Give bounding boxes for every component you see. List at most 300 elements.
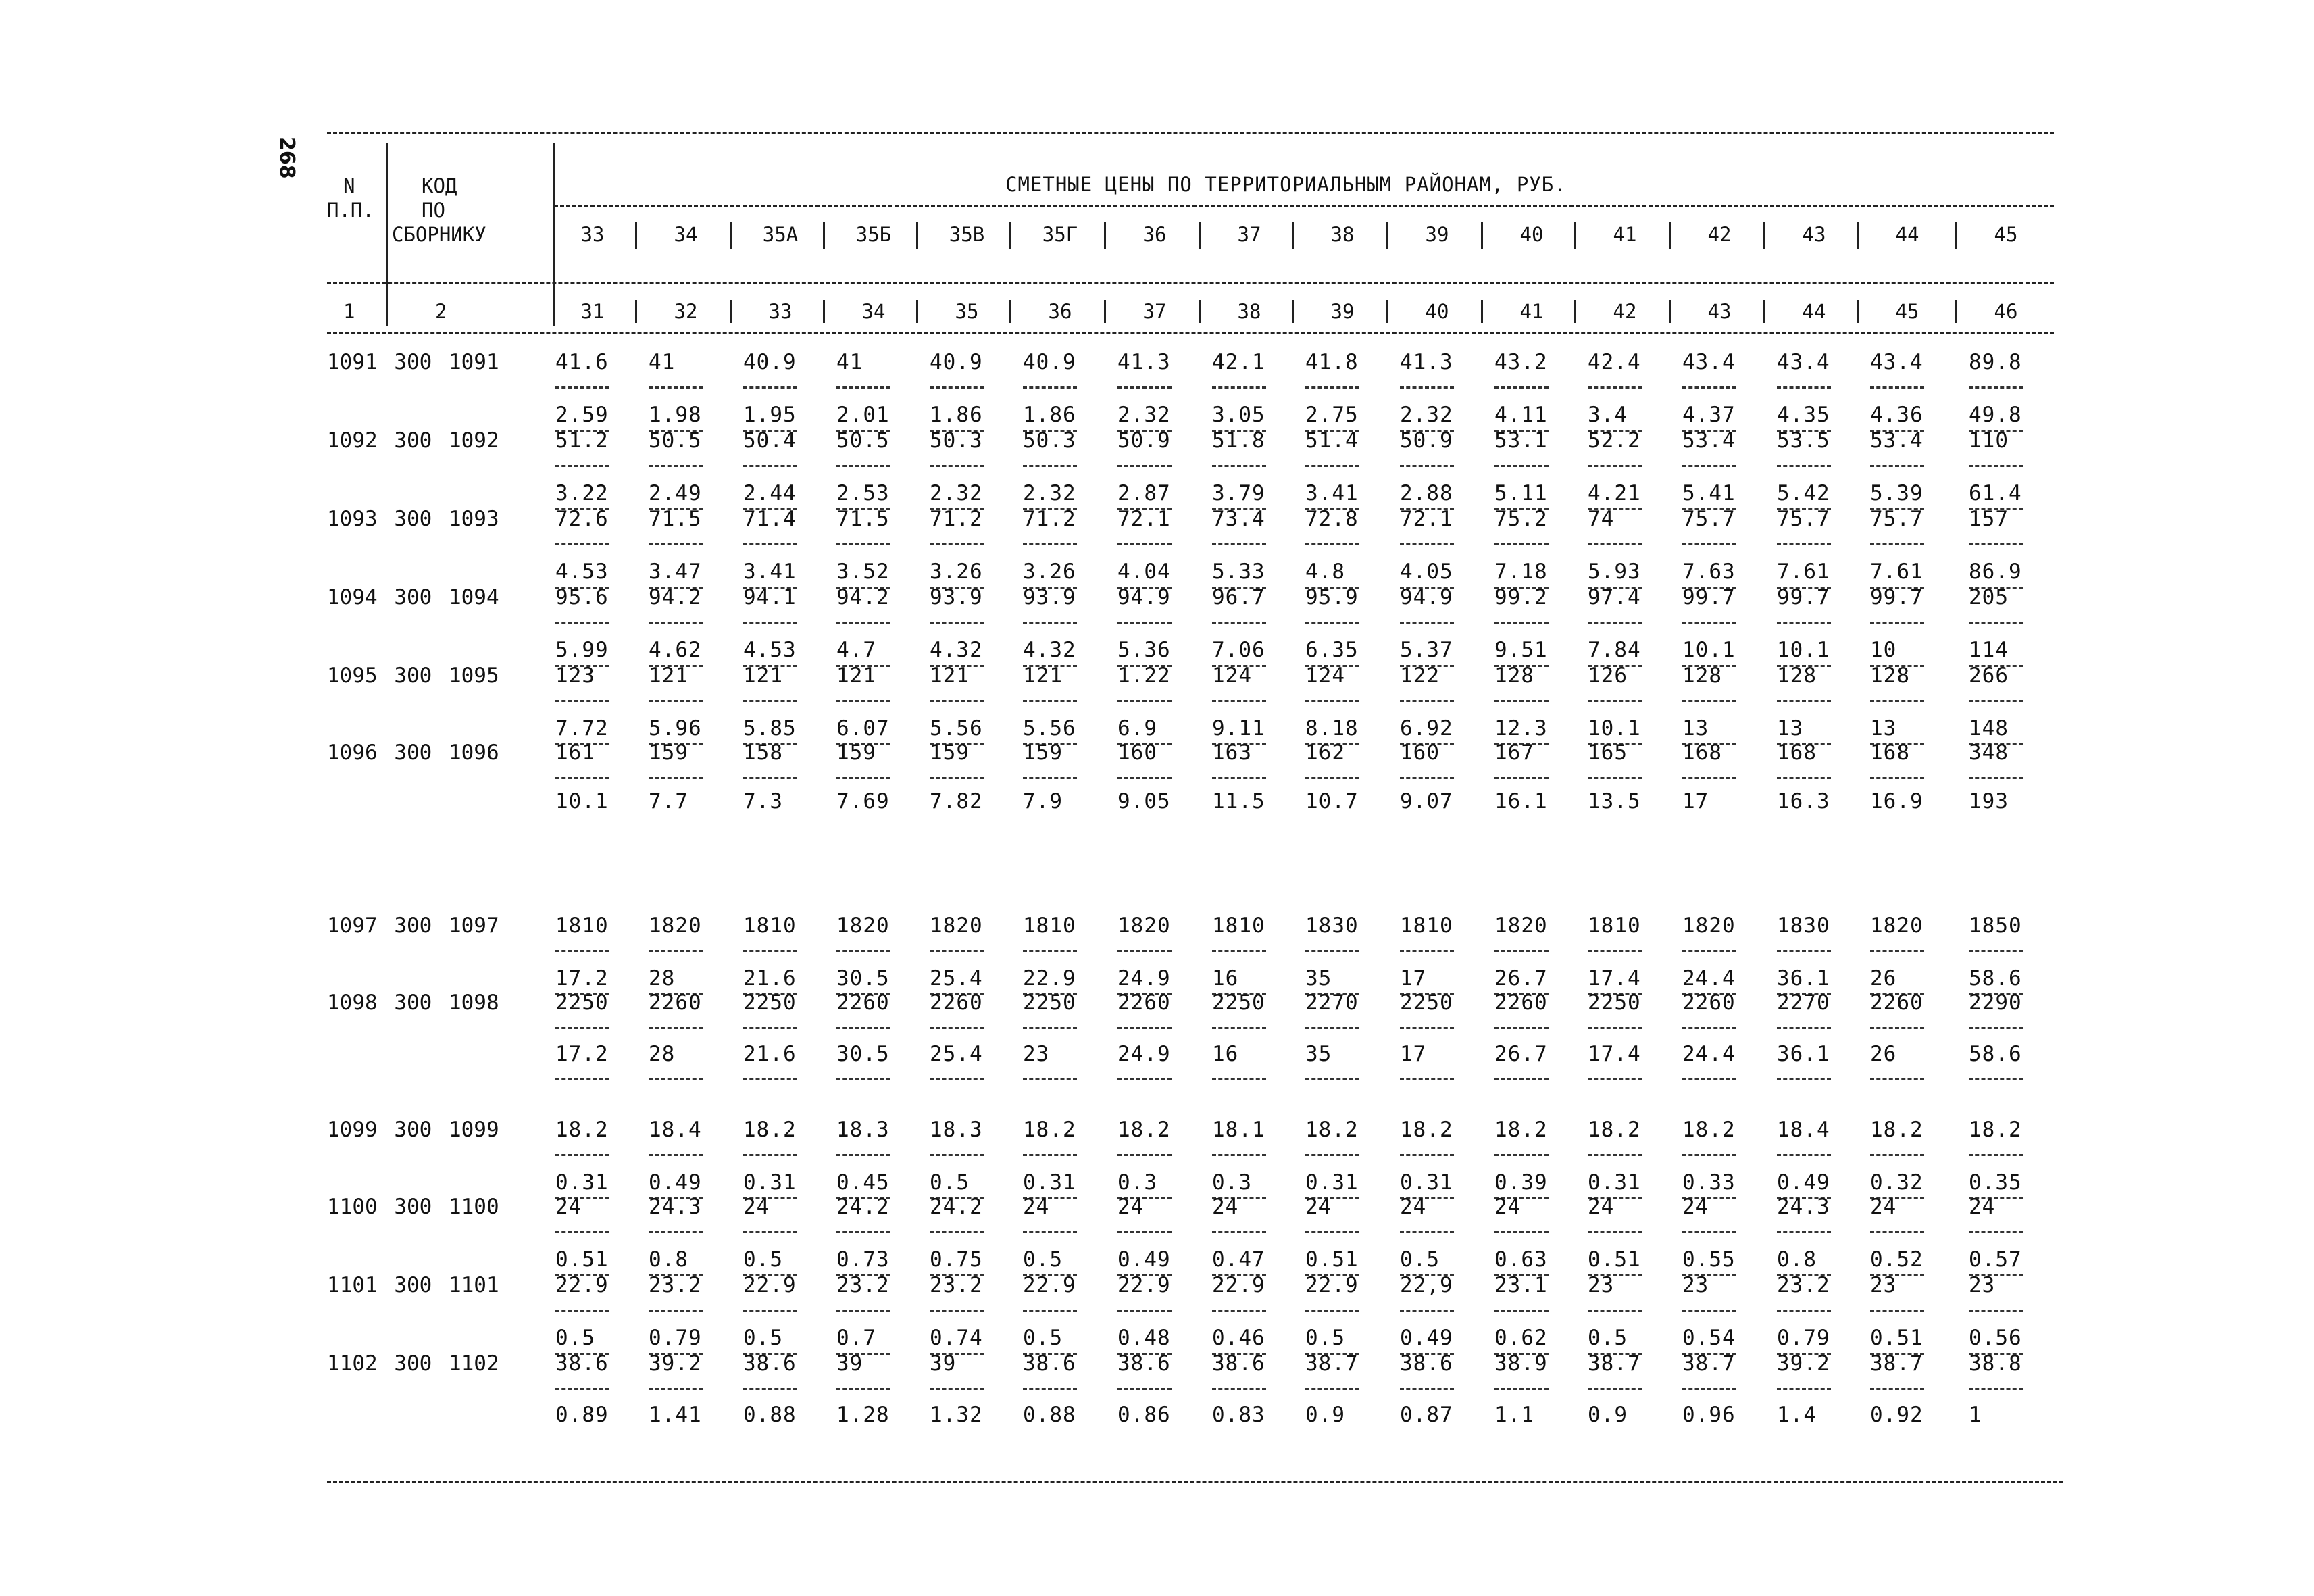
price-cell: 30.5 bbox=[836, 966, 890, 991]
fraction-bar bbox=[836, 622, 890, 624]
price-cell: 0.33 bbox=[1682, 1170, 1736, 1195]
price-cell: 2.32 bbox=[1117, 403, 1171, 427]
price-cell: 43.4 bbox=[1870, 350, 1923, 374]
price-cell: 17.2 bbox=[555, 966, 609, 991]
header-divider bbox=[730, 222, 732, 249]
fraction-bar bbox=[1400, 1231, 1454, 1233]
price-cell: 94.2 bbox=[649, 585, 702, 609]
price-cell: 7.3 bbox=[743, 789, 783, 814]
price-cell: 2.49 bbox=[649, 481, 702, 505]
page-number: 268 bbox=[275, 136, 299, 179]
price-cell: 10.1 bbox=[1682, 638, 1736, 662]
price-cell: 5.41 bbox=[1682, 481, 1736, 505]
price-cell: 0.92 bbox=[1870, 1403, 1923, 1427]
price-cell: 114 bbox=[1969, 638, 2009, 662]
price-cell: 97.4 bbox=[1588, 585, 1641, 609]
fraction-bar bbox=[1870, 950, 1924, 952]
price-cell: 40.9 bbox=[1023, 350, 1076, 374]
fraction-bar bbox=[649, 777, 703, 779]
fraction-bar bbox=[1777, 1231, 1831, 1233]
fraction-bar bbox=[1777, 1310, 1831, 1312]
price-cell: 75.7 bbox=[1777, 507, 1830, 531]
price-cell: 95.6 bbox=[555, 585, 609, 609]
price-cell: 0.96 bbox=[1682, 1403, 1736, 1427]
price-cell: 0.57 bbox=[1969, 1247, 2022, 1272]
price-cell: 7.7 bbox=[649, 789, 688, 814]
fraction-bar bbox=[1682, 622, 1736, 624]
price-cell: 26 bbox=[1870, 1042, 1897, 1066]
fraction-bar bbox=[1969, 1388, 2023, 1390]
price-cell: 7.72 bbox=[555, 716, 609, 741]
price-cell: 8.18 bbox=[1305, 716, 1359, 741]
fraction-bar bbox=[1117, 386, 1172, 389]
fraction-bar bbox=[555, 1027, 609, 1029]
price-cell: 3.4 bbox=[1588, 403, 1628, 427]
fraction-bar bbox=[1777, 1078, 1831, 1080]
fraction-bar bbox=[1588, 386, 1642, 389]
price-cell: 58.6 bbox=[1969, 966, 2022, 991]
price-cell: 0.49 bbox=[1777, 1170, 1830, 1195]
price-cell: 0.79 bbox=[649, 1326, 702, 1350]
price-cell: 38.6 bbox=[1400, 1351, 1453, 1376]
fraction-bar bbox=[1117, 1078, 1172, 1080]
price-cell: 50.5 bbox=[836, 428, 890, 453]
price-cell: 128 bbox=[1682, 664, 1722, 688]
row-code-label: 1101 300 1101 bbox=[327, 1273, 499, 1297]
column-number: 43 bbox=[1707, 300, 1732, 323]
price-cell: 38.6 bbox=[555, 1351, 609, 1376]
price-cell: 0.31 bbox=[1023, 1170, 1076, 1195]
district-label: 43 bbox=[1802, 223, 1826, 246]
price-cell: 0.51 bbox=[1305, 1247, 1359, 1272]
price-cell: 0.79 bbox=[1777, 1326, 1830, 1350]
price-cell: 6.9 bbox=[1117, 716, 1157, 741]
price-cell: 53.1 bbox=[1494, 428, 1548, 453]
price-cell: 1.95 bbox=[743, 403, 797, 427]
header-divider bbox=[1481, 222, 1483, 249]
fraction-bar bbox=[1023, 1388, 1077, 1390]
fraction-bar bbox=[1969, 465, 2023, 467]
price-cell: 157 bbox=[1969, 507, 2009, 531]
fraction-bar bbox=[1588, 1154, 1642, 1156]
price-cell: 3.79 bbox=[1212, 481, 1265, 505]
fraction-bar bbox=[555, 777, 609, 779]
price-cell: 148 bbox=[1969, 716, 2009, 741]
title-underline-rule bbox=[554, 205, 2054, 207]
price-cell: 4.37 bbox=[1682, 403, 1736, 427]
fraction-bar bbox=[743, 700, 797, 702]
header-divider bbox=[1857, 222, 1859, 249]
price-cell: 4.7 bbox=[836, 638, 876, 662]
price-cell: 6.35 bbox=[1305, 638, 1359, 662]
price-cell: 24.3 bbox=[1777, 1195, 1830, 1219]
fraction-bar bbox=[1305, 465, 1359, 467]
price-cell: 0.75 bbox=[930, 1247, 983, 1272]
price-cell: 58.6 bbox=[1969, 1042, 2022, 1066]
price-cell: 23 bbox=[1588, 1273, 1615, 1297]
header-divider bbox=[1292, 300, 1294, 323]
fraction-bar bbox=[1494, 1231, 1549, 1233]
price-cell: 3.22 bbox=[555, 481, 609, 505]
price-cell: 40.9 bbox=[743, 350, 797, 374]
price-cell: 24.4 bbox=[1682, 966, 1736, 991]
fraction-bar bbox=[1305, 1231, 1359, 1233]
price-cell: 24 bbox=[1023, 1195, 1050, 1219]
fraction-bar bbox=[1870, 777, 1924, 779]
price-cell: 50.9 bbox=[1400, 428, 1453, 453]
header-divider bbox=[1292, 222, 1294, 249]
price-cell: 0.31 bbox=[555, 1170, 609, 1195]
price-cell: 51.2 bbox=[555, 428, 609, 453]
price-cell: 96.7 bbox=[1212, 585, 1265, 609]
fraction-bar bbox=[1117, 1154, 1172, 1156]
price-cell: 0.8 bbox=[1777, 1247, 1817, 1272]
column-number: 40 bbox=[1425, 300, 1449, 323]
price-cell: 50.5 bbox=[649, 428, 702, 453]
fraction-bar bbox=[1400, 700, 1454, 702]
price-cell: 17 bbox=[1400, 1042, 1427, 1066]
price-cell: 2250 bbox=[743, 991, 797, 1015]
price-cell: 0.7 bbox=[836, 1326, 876, 1350]
header-n-sub: П.П. bbox=[327, 199, 374, 222]
price-cell: 23 bbox=[1682, 1273, 1709, 1297]
price-cell: 7.18 bbox=[1494, 559, 1548, 584]
price-cell: 18.4 bbox=[649, 1118, 702, 1142]
price-cell: 23.2 bbox=[649, 1273, 702, 1297]
price-cell: 9.05 bbox=[1117, 789, 1171, 814]
price-cell: 10.1 bbox=[1588, 716, 1641, 741]
price-cell: 0.49 bbox=[1117, 1247, 1171, 1272]
price-cell: 9.11 bbox=[1212, 716, 1265, 741]
price-cell: 24 bbox=[1588, 1195, 1615, 1219]
price-cell: 2.32 bbox=[930, 481, 983, 505]
price-cell: 2.59 bbox=[555, 403, 609, 427]
row-code-label: 1091 300 1091 bbox=[327, 350, 499, 374]
price-cell: 28 bbox=[649, 1042, 676, 1066]
fraction-bar bbox=[1305, 1078, 1359, 1080]
price-cell: 4.04 bbox=[1117, 559, 1171, 584]
price-cell: 53.4 bbox=[1682, 428, 1736, 453]
price-cell: 0.5 bbox=[743, 1247, 783, 1272]
price-cell: 4.32 bbox=[1023, 638, 1076, 662]
fraction-bar bbox=[1023, 1310, 1077, 1312]
table-title: СМЕТНЫЕ ЦЕНЫ ПО ТЕРРИТОРИАЛЬНЫМ РАЙОНАМ, РУБ. bbox=[1005, 173, 1567, 196]
price-cell: 11.5 bbox=[1212, 789, 1265, 814]
price-cell: 0.5 bbox=[1588, 1326, 1628, 1350]
price-cell: 1810 bbox=[743, 914, 797, 938]
price-cell: 10.7 bbox=[1305, 789, 1359, 814]
fraction-bar bbox=[1969, 1027, 2023, 1029]
price-cell: 38.7 bbox=[1870, 1351, 1923, 1376]
fraction-bar bbox=[555, 1231, 609, 1233]
price-cell: 16.1 bbox=[1494, 789, 1548, 814]
fraction-bar bbox=[1305, 1154, 1359, 1156]
district-label: 45 bbox=[1994, 223, 2018, 246]
column-number: 41 bbox=[1519, 300, 1544, 323]
price-cell: 5.37 bbox=[1400, 638, 1453, 662]
fraction-bar bbox=[743, 1388, 797, 1390]
fraction-bar bbox=[1870, 622, 1924, 624]
fraction-bar bbox=[930, 950, 984, 952]
fraction-bar bbox=[743, 1078, 797, 1080]
fraction-bar bbox=[930, 1231, 984, 1233]
price-cell: 38.6 bbox=[1117, 1351, 1171, 1376]
price-cell: 0.3 bbox=[1117, 1170, 1157, 1195]
price-cell: 2.75 bbox=[1305, 403, 1359, 427]
fraction-bar bbox=[1588, 777, 1642, 779]
fraction-bar bbox=[1212, 950, 1266, 952]
fraction-bar bbox=[836, 1154, 890, 1156]
fraction-bar bbox=[1212, 622, 1266, 624]
fraction-bar bbox=[1023, 622, 1077, 624]
price-cell: 168 bbox=[1870, 741, 1910, 765]
fraction-bar bbox=[1494, 386, 1549, 389]
price-cell: 24.2 bbox=[930, 1195, 983, 1219]
price-cell: 160 bbox=[1400, 741, 1440, 765]
price-cell: 38.6 bbox=[743, 1351, 797, 1376]
fraction-bar bbox=[1400, 622, 1454, 624]
fraction-bar bbox=[836, 543, 890, 545]
price-cell: 18.2 bbox=[1494, 1118, 1548, 1142]
price-cell: 23 bbox=[1870, 1273, 1897, 1297]
price-cell: 1.41 bbox=[649, 1403, 702, 1427]
price-cell: 5.11 bbox=[1494, 481, 1548, 505]
price-cell: 72.1 bbox=[1400, 507, 1453, 531]
fraction-bar bbox=[1023, 543, 1077, 545]
price-cell: 1.28 bbox=[836, 1403, 890, 1427]
price-cell: 17 bbox=[1682, 789, 1709, 814]
fraction-bar bbox=[1777, 950, 1831, 952]
fraction-bar bbox=[1212, 1027, 1266, 1029]
price-cell: 71.5 bbox=[836, 507, 890, 531]
price-cell: 24 bbox=[1117, 1195, 1145, 1219]
price-cell: 26 bbox=[1870, 966, 1897, 991]
price-cell: 24.2 bbox=[836, 1195, 890, 1219]
price-cell: 1.98 bbox=[649, 403, 702, 427]
price-cell: 18.3 bbox=[930, 1118, 983, 1142]
district-label: 38 bbox=[1330, 223, 1355, 246]
fraction-bar bbox=[1023, 1231, 1077, 1233]
price-cell: 2.87 bbox=[1117, 481, 1171, 505]
price-cell: 41.3 bbox=[1117, 350, 1171, 374]
price-cell: 193 bbox=[1969, 789, 2009, 814]
price-cell: 22.9 bbox=[1023, 1273, 1076, 1297]
price-cell: 13 bbox=[1777, 716, 1804, 741]
column-number: 38 bbox=[1237, 300, 1261, 323]
price-cell: 1.4 bbox=[1777, 1403, 1817, 1427]
price-cell: 2.44 bbox=[743, 481, 797, 505]
price-cell: 1 bbox=[1969, 1403, 1982, 1427]
price-cell: 23 bbox=[1023, 1042, 1050, 1066]
price-cell: 1810 bbox=[1588, 914, 1641, 938]
price-cell: 16 bbox=[1212, 1042, 1239, 1066]
price-cell: 0.83 bbox=[1212, 1403, 1265, 1427]
fraction-bar bbox=[1588, 950, 1642, 952]
price-cell: 5.39 bbox=[1870, 481, 1923, 505]
price-cell: 21.6 bbox=[743, 966, 797, 991]
fraction-bar bbox=[1777, 465, 1831, 467]
price-cell: 0.35 bbox=[1969, 1170, 2022, 1195]
fraction-bar bbox=[930, 777, 984, 779]
fraction-bar bbox=[1870, 1388, 1924, 1390]
header-divider bbox=[1199, 222, 1201, 249]
price-cell: 4.35 bbox=[1777, 403, 1830, 427]
district-label: 37 bbox=[1237, 223, 1261, 246]
price-cell: 2260 bbox=[930, 991, 983, 1015]
price-cell: 50.4 bbox=[743, 428, 797, 453]
fraction-bar bbox=[1870, 700, 1924, 702]
fraction-bar bbox=[930, 1078, 984, 1080]
fraction-bar bbox=[1400, 1388, 1454, 1390]
price-cell: 0.32 bbox=[1870, 1170, 1923, 1195]
price-cell: 123 bbox=[555, 664, 595, 688]
fraction-bar bbox=[1494, 1154, 1549, 1156]
fraction-bar bbox=[1494, 1388, 1549, 1390]
header-code-sub1: ПО bbox=[422, 199, 445, 222]
price-cell: 9.51 bbox=[1494, 638, 1548, 662]
price-cell: 18.1 bbox=[1212, 1118, 1265, 1142]
fraction-bar bbox=[1682, 1078, 1736, 1080]
row-code-label: 1097 300 1097 bbox=[327, 914, 499, 938]
fraction-bar bbox=[1212, 777, 1266, 779]
fraction-bar bbox=[930, 1310, 984, 1312]
price-cell: 2250 bbox=[1400, 991, 1453, 1015]
header-divider-n bbox=[386, 143, 388, 326]
price-cell: 72.8 bbox=[1305, 507, 1359, 531]
price-cell: 5.99 bbox=[555, 638, 609, 662]
price-cell: 35 bbox=[1305, 966, 1332, 991]
price-cell: 72.6 bbox=[555, 507, 609, 531]
column-number: 37 bbox=[1142, 300, 1167, 323]
header-divider bbox=[1481, 300, 1483, 323]
price-cell: 38.7 bbox=[1682, 1351, 1736, 1376]
price-cell: 161 bbox=[555, 741, 595, 765]
price-cell: 36.1 bbox=[1777, 966, 1830, 991]
price-cell: 24 bbox=[1400, 1195, 1427, 1219]
price-cell: 18.2 bbox=[743, 1118, 797, 1142]
price-cell: 43.2 bbox=[1494, 350, 1548, 374]
price-cell: 110 bbox=[1969, 428, 2009, 453]
fraction-bar bbox=[1117, 1388, 1172, 1390]
header-divider bbox=[1669, 300, 1671, 323]
price-cell: 159 bbox=[649, 741, 688, 765]
price-cell: 0.5 bbox=[555, 1326, 595, 1350]
price-cell: 158 bbox=[743, 741, 783, 765]
fraction-bar bbox=[1870, 1310, 1924, 1312]
price-cell: 1820 bbox=[930, 914, 983, 938]
fraction-bar bbox=[930, 700, 984, 702]
fraction-bar bbox=[555, 465, 609, 467]
price-cell: 24.9 bbox=[1117, 1042, 1171, 1066]
fraction-bar bbox=[1494, 543, 1549, 545]
price-cell: 5.42 bbox=[1777, 481, 1830, 505]
fraction-bar bbox=[1400, 1154, 1454, 1156]
price-cell: 23.2 bbox=[836, 1273, 890, 1297]
header-n: N bbox=[343, 174, 355, 197]
price-cell: 22.9 bbox=[1023, 966, 1076, 991]
price-cell: 1.1 bbox=[1494, 1403, 1534, 1427]
header-divider bbox=[1955, 300, 1957, 323]
header-divider bbox=[635, 222, 637, 249]
price-cell: 99.2 bbox=[1494, 585, 1548, 609]
fraction-bar bbox=[743, 465, 797, 467]
row-code-label: 1098 300 1098 bbox=[327, 991, 499, 1015]
fraction-bar bbox=[930, 1154, 984, 1156]
fraction-bar bbox=[1305, 700, 1359, 702]
row-code-label: 1093 300 1093 bbox=[327, 507, 499, 531]
price-cell: 42.1 bbox=[1212, 350, 1265, 374]
price-cell: 75.7 bbox=[1870, 507, 1923, 531]
price-cell: 205 bbox=[1969, 585, 2009, 609]
price-cell: 0.73 bbox=[836, 1247, 890, 1272]
price-cell: 0.86 bbox=[1117, 1403, 1171, 1427]
fraction-bar bbox=[1494, 700, 1549, 702]
price-cell: 3.41 bbox=[1305, 481, 1359, 505]
price-cell: 2250 bbox=[1023, 991, 1076, 1015]
price-cell: 94.9 bbox=[1117, 585, 1171, 609]
header-divider bbox=[1669, 222, 1671, 249]
column-number: 36 bbox=[1048, 300, 1072, 323]
price-cell: 26.7 bbox=[1494, 966, 1548, 991]
price-cell: 2260 bbox=[1494, 991, 1548, 1015]
fraction-bar bbox=[1969, 700, 2023, 702]
fraction-bar bbox=[1212, 1154, 1266, 1156]
top-rule bbox=[327, 132, 2054, 134]
price-cell: 4.32 bbox=[930, 638, 983, 662]
price-cell: 94.2 bbox=[836, 585, 890, 609]
price-cell: 5.85 bbox=[743, 716, 797, 741]
fraction-bar bbox=[1305, 622, 1359, 624]
price-cell: 16 bbox=[1212, 966, 1239, 991]
price-cell: 51.4 bbox=[1305, 428, 1359, 453]
fraction-bar bbox=[649, 1154, 703, 1156]
price-cell: 0.56 bbox=[1969, 1326, 2022, 1350]
fraction-bar bbox=[743, 950, 797, 952]
price-cell: 38.6 bbox=[1212, 1351, 1265, 1376]
price-cell: 18.3 bbox=[836, 1118, 890, 1142]
fraction-bar bbox=[1682, 386, 1736, 389]
price-cell: 1810 bbox=[1023, 914, 1076, 938]
price-cell: 7.63 bbox=[1682, 559, 1736, 584]
fraction-bar bbox=[1400, 777, 1454, 779]
price-cell: 89.8 bbox=[1969, 350, 2022, 374]
fraction-bar bbox=[1305, 386, 1359, 389]
fraction-bar bbox=[1682, 1027, 1736, 1029]
price-cell: 41 bbox=[836, 350, 863, 374]
price-cell: 22.9 bbox=[555, 1273, 609, 1297]
column-number: 33 bbox=[768, 300, 793, 323]
price-cell: 24.4 bbox=[1682, 1042, 1736, 1066]
price-cell: 13 bbox=[1682, 716, 1709, 741]
price-cell: 2270 bbox=[1305, 991, 1359, 1015]
price-cell: 168 bbox=[1777, 741, 1817, 765]
price-cell: 18.4 bbox=[1777, 1118, 1830, 1142]
fraction-bar bbox=[836, 700, 890, 702]
price-cell: 121 bbox=[1023, 664, 1063, 688]
price-cell: 4.53 bbox=[555, 559, 609, 584]
fraction-bar bbox=[649, 386, 703, 389]
fraction-bar bbox=[649, 1310, 703, 1312]
price-cell: 0.3 bbox=[1212, 1170, 1252, 1195]
header-divider bbox=[1386, 222, 1388, 249]
fraction-bar bbox=[1969, 622, 2023, 624]
price-cell: 2.32 bbox=[1400, 403, 1453, 427]
price-cell: 12.3 bbox=[1494, 716, 1548, 741]
price-cell: 124 bbox=[1305, 664, 1345, 688]
fraction-bar bbox=[1023, 777, 1077, 779]
fraction-bar bbox=[555, 1388, 609, 1390]
fraction-bar bbox=[1588, 543, 1642, 545]
